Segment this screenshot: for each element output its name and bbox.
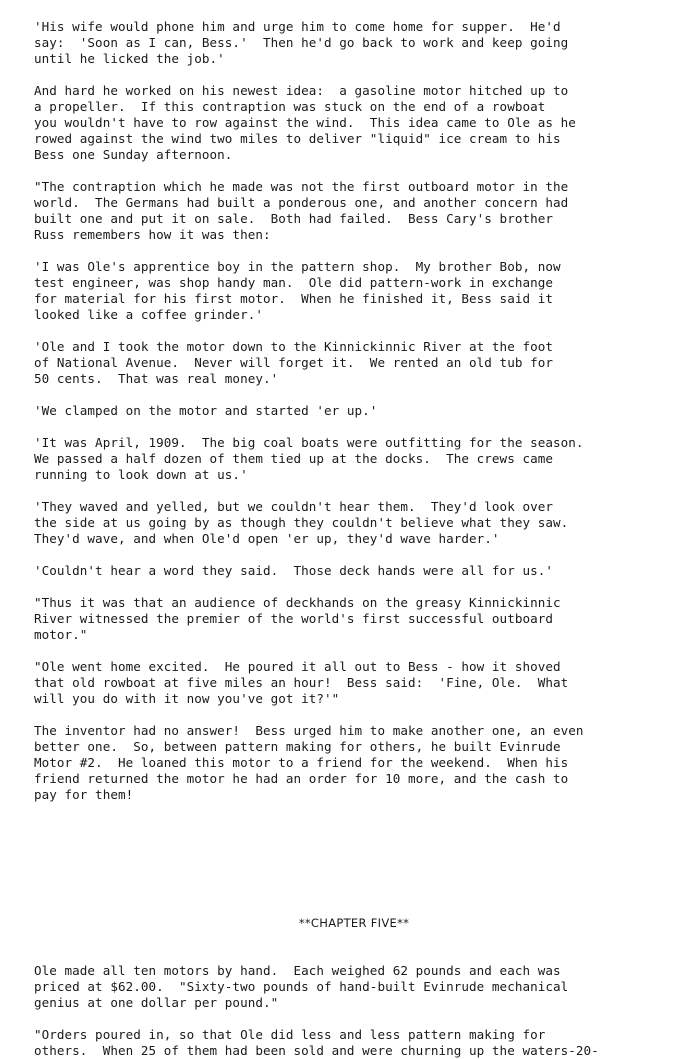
paragraph: "Thus it was that an audience of deckhands on the greasy Kinnickinnic River witnessed the premier of the world's first successful outboard motor." [34,595,561,642]
paragraph: 'Couldn't hear a word they said. Those deck hands were all for us.' [34,563,553,578]
paragraph: Ole made all ten motors by hand. Each weighed 62 pounds and each was priced at $62.00. "Sixty-two pounds of hand-built Evinrude mechanical genius at one dollar per pound." [34,963,569,1010]
paragraph: 'We clamped on the motor and started 'er up.' [34,403,378,418]
document-page [34,19,674,1059]
paragraph: 'It was April, 1909. The big coal boats were outfitting for the season. We passed a half dozen of them tied up at the docks. The crews came running to look down at us.' [34,435,584,482]
chapter-heading: **CHAPTER FIVE** [298,916,410,930]
paragraph: 'They waved and yelled, but we couldn't hear them. They'd look over the side at us going by as though they couldn't believe what they saw. They'd wave, and when Ole'd open 'er up, they'd wave harder.' [34,499,569,546]
paragraph: The inventor had no answer! Bess urged him to make another one, an even better one. So, between pattern making for others, he built Evinrude Motor #2. He loaned this motor to a friend for the weekend. When his friend returned the motor he had an order for 10 more, and the cash to pay for them! [34,723,584,802]
paragraph: And hard he worked on his newest idea: a gasoline motor hitched up to a propeller. If this contraption was stuck on the end of a rowboat you wouldn't have to row against the wind. This idea came to Ole as he rowed against the wind two miles to deliver "liquid" ice cream to his Bess one Sunday afternoon. [34,83,576,162]
paragraph: "The contraption which he made was not the first outboard motor in the world. The Germans had built a ponderous one, and another concern had built one and put it on sale. Both had failed. Bess Cary's brother Russ remembers how it was then: [34,179,569,242]
paragraph: 'I was Ole's apprentice boy in the pattern shop. My brother Bob, now test engineer, was shop handy man. Ole did pattern-work in exchange for material for his first motor. When he finished it, Bess said it looked like a coffee grinder.' [34,259,561,322]
paragraph: "Ole went home excited. He poured it all out to Bess - how it shoved that old rowboat at five miles an hour! Bess said: 'Fine, Ole. What will you do with it now you've got it?'" [34,659,569,706]
paragraph: 'His wife would phone him and urge him to come home for supper. He'd say: 'Soon as I can, Bess.' Then he'd go back to work and keep going until he licked the job.' [34,19,569,66]
paragraph: 'Ole and I took the motor down to the Kinnickinnic River at the foot of National Avenue. Never will forget it. We rented an old tub for 50 cents. That was real money.' [34,339,553,386]
paragraph: "Orders poured in, so that Ole did less and less pattern making for others. When 25 of them had been sold and were churning up the waters-20- [34,1027,599,1058]
